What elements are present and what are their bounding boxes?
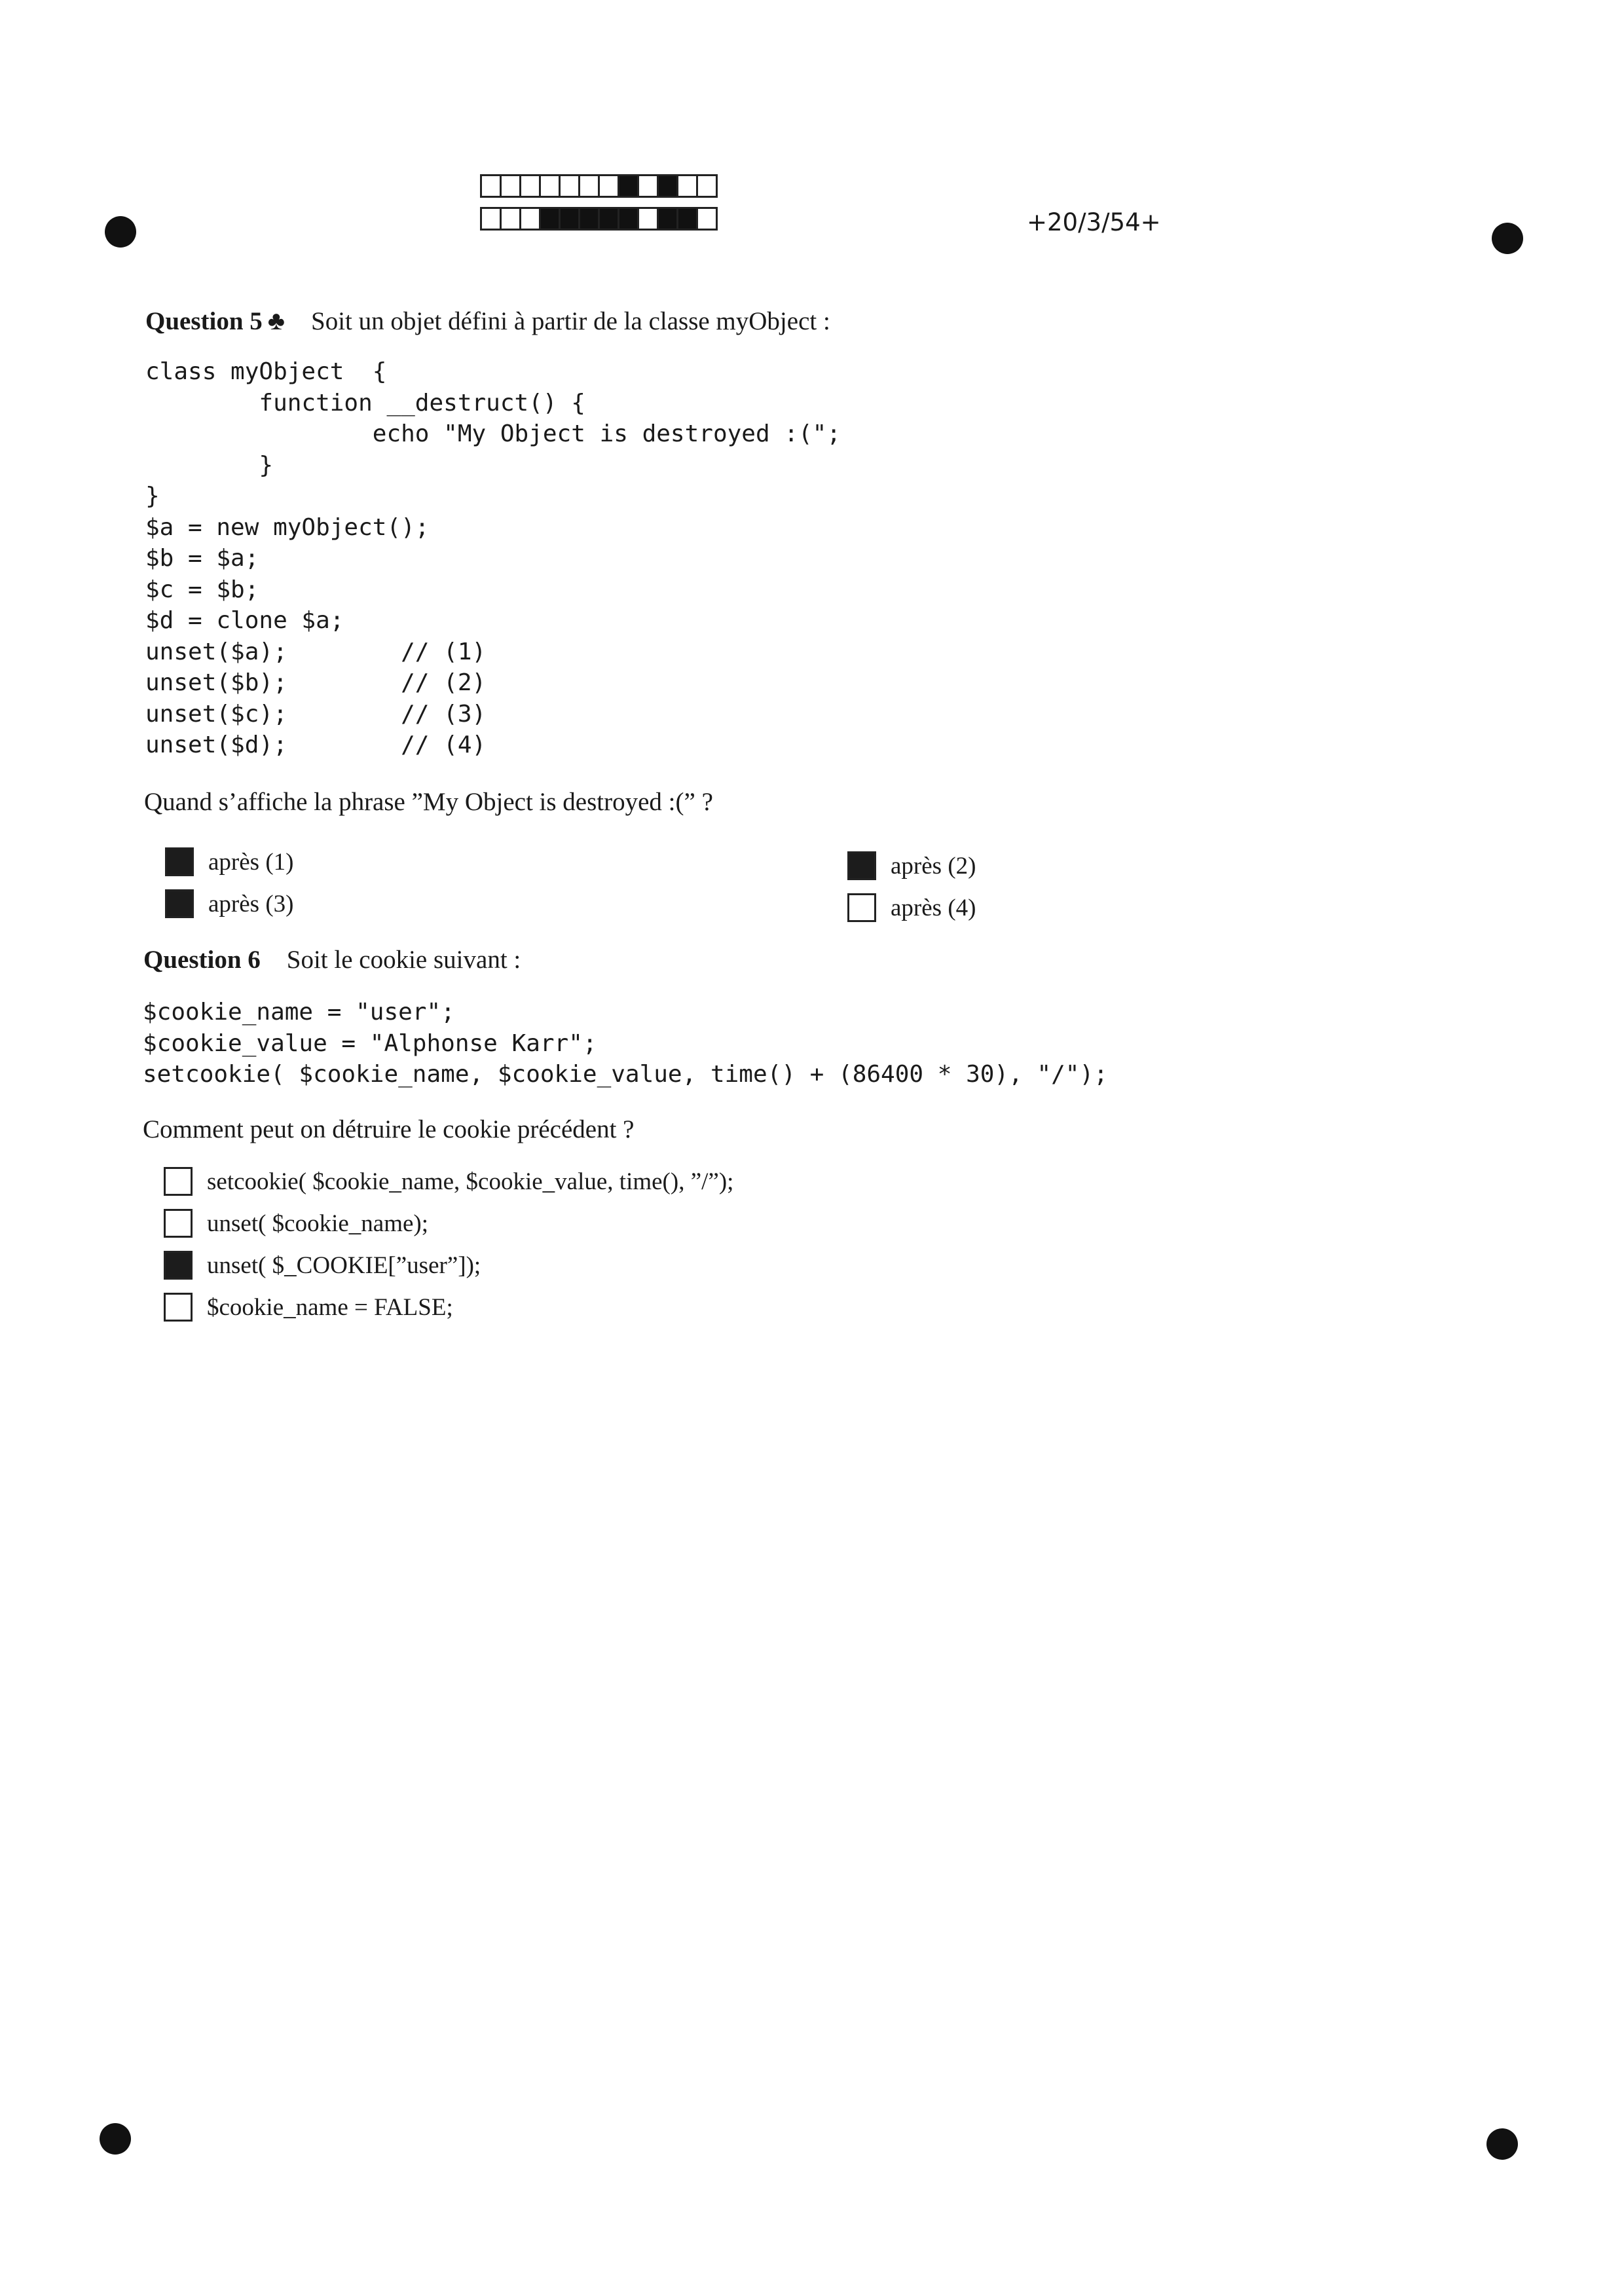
question-5-number: Question 5 (145, 307, 263, 335)
id-code-cell (676, 174, 698, 198)
id-code-cell (500, 207, 521, 231)
id-code-cell (598, 207, 619, 231)
id-code-row-1 (480, 174, 716, 198)
id-code-cell (637, 207, 659, 231)
question-6-number: Question 6 (143, 946, 261, 974)
q5-option-2[interactable] (847, 851, 976, 880)
checkbox[interactable] (847, 851, 876, 880)
id-code-cell (539, 174, 561, 198)
id-code-cell (696, 174, 718, 198)
id-code-cell (578, 174, 600, 198)
option-label: unset( $cookie_name); (207, 1210, 429, 1237)
question-6-prompt: Comment peut on détruire le cookie précédent ? (143, 1115, 635, 1143)
q5-option-4[interactable] (847, 893, 976, 922)
id-code-cell (676, 207, 698, 231)
checkbox[interactable] (164, 1209, 193, 1238)
id-code-cell (657, 174, 678, 198)
id-code-cell (618, 174, 639, 198)
page-code: +20/3/54+ (1027, 208, 1161, 236)
id-code-cell (559, 174, 580, 198)
checkbox[interactable] (164, 1167, 193, 1196)
question-6-text: Soit le cookie suivant : (286, 946, 521, 974)
id-code-cell (598, 174, 619, 198)
id-code-cell (559, 207, 580, 231)
q6-option-2[interactable] (164, 1209, 428, 1238)
option-label: après (4) (891, 894, 976, 921)
id-code-cell (578, 207, 600, 231)
club-icon: ♣ (267, 306, 286, 335)
q6-option-1[interactable] (164, 1167, 733, 1196)
registration-mark-bottom-left (100, 2123, 131, 2155)
registration-mark-top-left (105, 216, 136, 248)
id-code-cell (480, 207, 502, 231)
question-5-code: class myObject { function __destruct() { echo "My Object is destroyed :("; } } $a = new myObject(); $b = $a; $c = $b; $d = clone $a; unset($a); // (1) unset($b); // (2) unset($c); // (3) unset($d); // (4) (145, 358, 841, 758)
id-code-cell (637, 174, 659, 198)
q6-option-4[interactable] (164, 1293, 453, 1322)
id-code-cell (657, 207, 678, 231)
registration-mark-top-right (1492, 223, 1523, 254)
option-label: unset( $_COOKIE[”user”]); (207, 1251, 481, 1279)
question-6-header (143, 945, 521, 974)
id-code-cell (539, 207, 561, 231)
question-5-text: Soit un objet défini à partir de la classe myObject : (311, 307, 830, 335)
option-label: setcookie( $cookie_name, $cookie_value, time(), ”/”); (207, 1168, 734, 1195)
question-6-code: $cookie_name = "user"; $cookie_value = "Alphonse Karr"; setcookie( $cookie_name, $cookie_value, time() + (86400 * 30), "/"); (143, 999, 1108, 1088)
q5-option-3[interactable] (165, 889, 293, 918)
question-5-prompt: Quand s’affiche la phrase ”My Object is destroyed :(” ? (144, 788, 713, 816)
id-code-cell (519, 207, 541, 231)
id-code-cell (696, 207, 718, 231)
id-code-row-2 (480, 207, 716, 231)
checkbox[interactable] (165, 847, 194, 876)
id-code-cell (480, 174, 502, 198)
checkbox[interactable] (165, 889, 194, 918)
q6-option-3[interactable] (164, 1251, 481, 1280)
q5-option-1[interactable] (165, 847, 293, 876)
question-5-header (145, 305, 830, 336)
option-label: après (2) (891, 852, 976, 880)
option-label: $cookie_name = FALSE; (207, 1293, 453, 1321)
checkbox[interactable] (164, 1251, 193, 1280)
id-code-cell (500, 174, 521, 198)
option-label: après (3) (208, 890, 294, 917)
id-code-cell (618, 207, 639, 231)
registration-mark-bottom-right (1486, 2128, 1518, 2160)
option-label: après (1) (208, 848, 294, 876)
checkbox[interactable] (164, 1293, 193, 1322)
checkbox[interactable] (847, 893, 876, 922)
id-code-cell (519, 174, 541, 198)
